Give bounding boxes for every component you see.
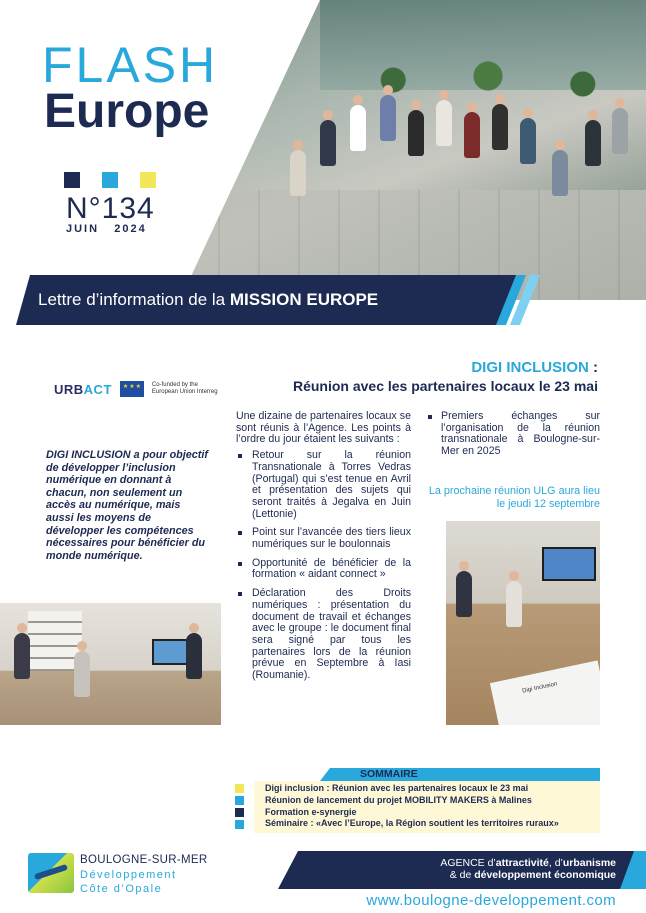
yellow-square [235,784,244,793]
partner-logos [54,381,222,397]
header-group-photo [180,0,646,300]
issue-number: N°134 [66,192,155,225]
article-column-right [428,411,600,458]
eu-flag-icon [120,381,144,397]
navy-square [235,808,244,817]
sommaire-item[interactable]: Formation e-synergie [265,806,357,817]
banner-text: Lettre d’information de la MISSION EUROPE [38,290,379,309]
article-subtitle: Réunion avec les partenaires locaux le 23 mai [292,378,598,394]
list-item: Premiers échanges sur l’organisation de la réunion transnationale à Boulogne-sur-Mer en 2025 [428,411,600,458]
navy-square [64,172,80,188]
eu-cofunded-text: Co-funded by the European Union Interreg [151,382,218,395]
next-meeting-note: La prochaine réunion ULG aura lieu le jeudi 12 septembre [428,485,600,510]
sommaire-squares [235,784,244,829]
sommaire-item[interactable]: Réunion de lancement du projet MOBILITY MAKERS à Malines [265,794,532,805]
yellow-square [140,172,156,188]
boulogne-logo-icon [28,853,74,893]
intro-text: DIGI INCLUSION a pour objectif de développer l’inclusion numérique en donnant à chacun, non seulement un accès au numérique, mais aussi les moyens de développer les compétences nécessaires pour bénéficier du monde numérique. [46,449,208,562]
article-column-left [236,411,411,689]
mission-banner [16,275,522,325]
list-item: Opportunité de bénéficier de la formation « aidant connect » [236,558,411,581]
agenda-list-continued [428,411,600,458]
color-squares [64,172,156,188]
city-name: BOULOGNE-SUR-MER [80,854,208,866]
website-link[interactable]: www.boulogne-developpement.com [366,892,616,909]
list-item: Déclaration des Droits numériques : présentation du document de travail et échanges avec le groupe : le document final sera signé par tous les partenaires lors de la réunion prévue en Septembre à Iasi (Roumanie). [236,588,411,682]
meeting-photo-left [0,603,221,725]
title-europe: Europe [44,85,210,138]
list-item: Retour sur la réunion Transnationale à Torres Vedras (Portugal) qui s’est tenue en Avril et présentation des sujets qui seront traités à Jegalva en Juin (Lettonie) [236,450,411,520]
agency-text: AGENCE d’attractivité, d’urbanisme & de développement économique [440,857,616,881]
issue-date: JUIN 2024 [66,223,147,235]
sommaire-item[interactable]: Séminaire : «Avec l’Europe, la Région soutient les territoires ruraux» [265,818,559,829]
article-lead: Une dizaine de partenaires locaux se sont réunis à l’Agence. Les points à l’ordre du jour étaient les suivants : [236,410,411,446]
sommaire-item[interactable]: Digi inclusion : Réunion avec les partenaires locaux le 23 mai [265,783,529,793]
sommaire-list [265,783,559,830]
blue-square [235,820,244,829]
list-item: Point sur l’avancée des tiers lieux numériques sur le boulonnais [236,527,411,550]
meeting-photo-right: Digi Inclusion [446,521,600,725]
blue-square [235,796,244,805]
urbact-logo: URBACT [54,381,112,397]
sommaire-title: SOMMAIRE [360,768,418,780]
city-subtitle: Développement [80,869,177,881]
city-region: Côte d’Opale [80,883,163,895]
article-title: DIGI INCLUSION : [471,359,598,376]
agenda-list [236,450,411,682]
title-flash: FLASH [42,37,219,93]
blue-square [102,172,118,188]
